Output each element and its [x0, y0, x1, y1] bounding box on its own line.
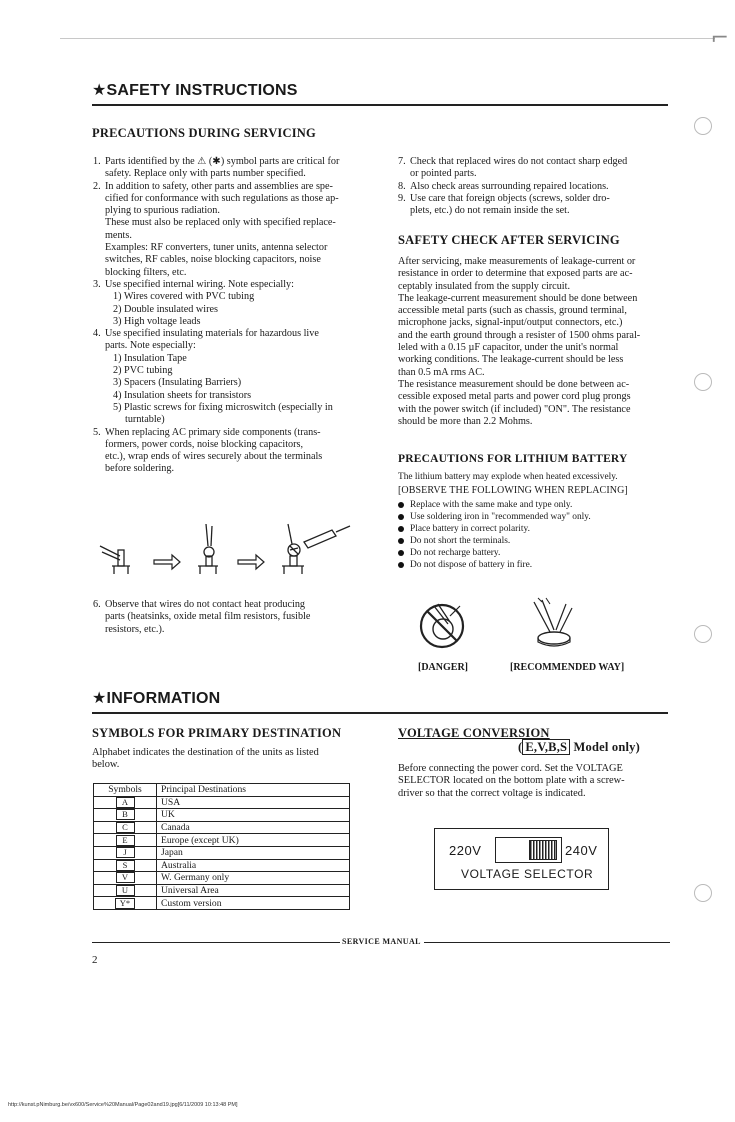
list-item [93, 328, 369, 426]
symbol-cell [94, 884, 157, 897]
sub-item: 2) PVC tubing [113, 365, 173, 377]
symbol-cell [94, 859, 157, 872]
table-row [94, 872, 350, 885]
step3-illustration [282, 524, 350, 574]
bullet-dot-icon [398, 538, 404, 544]
bullet-text: Do not recharge battery. [410, 548, 501, 559]
information-title: ★INFORMATION [92, 690, 221, 707]
list-item [398, 193, 674, 218]
lithium-intro: The lithium battery may explode when heated excessively. [398, 472, 618, 482]
item-line: Parts identified by the ⚠ (✱) symbol parts are critical for [105, 156, 340, 167]
voltage-selector-label: VOLTAGE SELECTOR [461, 867, 594, 881]
symbol-code: A [116, 797, 135, 808]
item-line: plying to spurious radiation. [105, 205, 220, 217]
col-destinations: Principal Destinations [157, 784, 350, 797]
table-row [94, 897, 350, 910]
lithium-bullet [398, 547, 674, 559]
item-line: Use specified insulating materials for hazardous live [105, 328, 319, 340]
item-line: safety. Replace only with parts number specified. [105, 168, 306, 180]
item-number: 5. [93, 426, 101, 438]
item-line: formers, power cords, noise blocking capacitors, [105, 438, 304, 450]
sub-item: 4) Insulation sheets for transistors [113, 389, 252, 401]
binder-hole [694, 117, 712, 135]
bullet-text: Do not dispose of battery in fire. [410, 560, 533, 571]
voltage-models: ( E,V,B,S Model only) [518, 740, 640, 754]
lithium-bullet [398, 511, 674, 523]
arrow-right-icon [238, 555, 264, 569]
destination-cell: Australia [157, 859, 350, 872]
footer-service-manual: SERVICE MANUAL [342, 937, 421, 946]
precaution-item-6 [93, 599, 369, 636]
voltage-selector-panel [434, 828, 609, 890]
list-item [93, 599, 369, 636]
table-row [94, 809, 350, 822]
symbol-cell [94, 821, 157, 834]
list-item [93, 181, 369, 279]
safety-check-line: should be more than 2.2 Mohms. [398, 415, 533, 427]
footer-rule-left [92, 942, 340, 943]
safety-check-line: leled with a 0.15 µF capacitor, under the unit's normal [398, 342, 619, 354]
item-line: before soldering. [105, 463, 175, 475]
symbol-cell [94, 796, 157, 809]
sub-item: 3) High voltage leads [113, 315, 201, 327]
item-number: 1. [93, 156, 101, 167]
item-line: These must also be replaced only with specified replace- [105, 217, 336, 229]
symbol-cell [94, 897, 157, 910]
bullet-dot-icon [398, 502, 404, 508]
item-line: Use care that foreign objects (screws, solder dro- [410, 192, 610, 204]
recommended-way-label: [RECOMMENDED WAY] [510, 662, 625, 673]
item-line: Check that replaced wires do not contact sharp edged [410, 156, 628, 167]
symbol-cell [94, 834, 157, 847]
item-line: parts (heatsinks, oxide metal film resistors, fusible [105, 611, 311, 623]
item-number: 9. [398, 192, 406, 204]
destination-cell: Canada [157, 821, 350, 834]
binder-hole [694, 625, 712, 643]
corner-mark: ⌐ [710, 26, 729, 51]
safety-check-line: microphone jacks, signal-input/output connectors, etc.) [398, 317, 623, 329]
table-row [94, 821, 350, 834]
symbol-code: U [116, 885, 135, 896]
symbols-intro: Alphabet indicates the destination of the units as listed below. [92, 747, 319, 771]
symbol-code: S [116, 860, 135, 871]
safety-check-line: and the earth ground through a resister of 1500 ohms paral- [398, 329, 641, 341]
item-line: parts. Note especially: [105, 340, 196, 352]
bullet-text: Use soldering iron in "recommended way" only. [410, 512, 591, 523]
precautions-list-continued [398, 156, 674, 217]
top-scan-rule [60, 38, 715, 39]
table-row [94, 884, 350, 897]
item-line: Observe that wires do not contact heat producing [105, 599, 306, 610]
page-number: 2 [92, 954, 98, 966]
information-title-rule [92, 712, 668, 714]
symbol-code: C [116, 822, 135, 833]
sub-item: 2) Double insulated wires [113, 303, 218, 315]
voltage-heading: VOLTAGE CONVERSION [398, 726, 550, 740]
danger-label: [DANGER] [418, 662, 468, 673]
item-line: or pointed parts. [410, 168, 477, 180]
binder-hole [694, 373, 712, 391]
destination-table [93, 783, 350, 910]
safety-title: ★SAFETY INSTRUCTIONS [92, 82, 298, 99]
bullet-dot-icon [398, 514, 404, 520]
item-number: 3. [93, 278, 101, 290]
bullet-dot-icon [398, 550, 404, 556]
list-item [93, 279, 369, 328]
step2-illustration [198, 524, 218, 574]
models-box: E,V,B,S [522, 739, 570, 755]
voltage-240-label: 240V [565, 843, 598, 858]
bullet-text: Place battery in correct polarity. [410, 524, 530, 535]
item-line: plets, etc.) do not remain inside the set. [410, 205, 570, 217]
symbol-code: Y* [115, 898, 135, 909]
bullet-text: Replace with the same make and type only. [410, 500, 573, 510]
symbol-cell [94, 846, 157, 859]
step1-illustration [100, 546, 130, 574]
destination-cell: UK [157, 809, 350, 822]
destination-cell: Universal Area [157, 884, 350, 897]
item-line: Also check areas surrounding repaired locations. [410, 180, 609, 192]
table-row [94, 796, 350, 809]
safety-check-line: cessible exposed metal parts and power cord plug prongs [398, 391, 631, 403]
item-line: blocking filters, etc. [105, 266, 187, 278]
wire-wrapping-diagram [92, 520, 362, 580]
lithium-bullet [398, 559, 674, 571]
sub-item: 1) Wires covered with PVC tubing [113, 291, 255, 303]
table-row [94, 834, 350, 847]
symbol-code: B [116, 809, 135, 820]
list-item [93, 427, 369, 476]
symbol-code: E [116, 835, 135, 846]
precautions-heading: PRECAUTIONS DURING SERVICING [92, 126, 316, 140]
table-row [94, 846, 350, 859]
switch-knob[interactable] [529, 840, 557, 860]
list-item [398, 156, 674, 181]
safety-check-heading: SAFETY CHECK AFTER SERVICING [398, 233, 620, 247]
destination-cell: Custom version [157, 897, 350, 910]
symbol-cell [94, 872, 157, 885]
item-number: 8. [398, 180, 406, 192]
destination-cell: Europe (except UK) [157, 834, 350, 847]
table-row [94, 859, 350, 872]
symbols-heading: SYMBOLS FOR PRIMARY DESTINATION [92, 726, 342, 740]
safety-check-line: The resistance measurement should be done between ac- [398, 378, 630, 390]
safety-check-line: working conditions. The leakage-current should be less [398, 354, 624, 366]
voltage-selector-switch[interactable] [495, 837, 562, 863]
safety-check-line: ceptably insulated from the supply circuit. [398, 280, 571, 292]
item-line: switches, RF cables, noise blocking capacitors, noise [105, 254, 321, 266]
safety-check-text [398, 256, 674, 428]
symbol-cell [94, 809, 157, 822]
lithium-bullet [398, 523, 674, 535]
sub-item: 3) Spacers (Insulating Barriers) [113, 377, 242, 389]
item-number: 6. [93, 599, 101, 610]
bullet-dot-icon [398, 562, 404, 568]
bullet-text: Do not short the terminals. [410, 536, 511, 547]
lithium-heading: PRECAUTIONS FOR LITHIUM BATTERY [398, 453, 628, 465]
item-line: In addition to safety, other parts and assemblies are spe- [105, 180, 333, 192]
binder-hole [694, 884, 712, 902]
voltage-text: Before connecting the power cord. Set the VOLTAGE SELECTOR located on the bottom plate with a screw- driver so that the correct voltage is indicated. [398, 763, 625, 799]
sub-item: 5) Plastic screws for fixing microswitch (especially in [113, 401, 333, 413]
list-item [93, 156, 369, 181]
danger-illustration [412, 596, 474, 652]
sub-item: 1) Insulation Tape [113, 352, 187, 364]
safety-check-line: The leakage-current measurement should be done between [398, 292, 638, 304]
safety-check-line: resistance in order to determine that exposed parts are ac- [398, 268, 633, 280]
item-line: When replacing AC primary side components (trans- [105, 426, 321, 438]
list-item [398, 181, 674, 193]
safety-title-rule [92, 104, 668, 106]
source-url: http://kunst.pNimburg.be/vx600/Service%20Manual/Page02and19.jpg[6/11/2009 10:13:48 PM] [8, 1102, 238, 1108]
item-number: 4. [93, 328, 101, 340]
symbol-code: V [116, 872, 135, 883]
footer-rule-right [424, 942, 670, 943]
destination-cell: W. Germany only [157, 872, 350, 885]
item-number: 2. [93, 180, 101, 192]
item-line: cified for conformance with such regulations as those ap- [105, 192, 339, 204]
item-line: ments. [105, 229, 132, 241]
recommended-way-illustration [520, 596, 592, 652]
item-number: 7. [398, 156, 406, 167]
arrow-right-icon [154, 555, 180, 569]
voltage-220-label: 220V [449, 843, 482, 858]
symbol-code: J [116, 847, 135, 858]
lithium-bullet [398, 499, 674, 511]
destination-cell: USA [157, 796, 350, 809]
destination-cell: Japan [157, 846, 350, 859]
bullet-dot-icon [398, 526, 404, 532]
item-line: Examples: RF converters, tuner units, antenna selector [105, 242, 328, 254]
safety-check-line: After servicing, make measurements of leakage-current or [398, 256, 636, 267]
precautions-list [93, 156, 369, 476]
lithium-observe: [OBSERVE THE FOLLOWING WHEN REPLACING] [398, 485, 628, 496]
lithium-bullets [398, 499, 674, 572]
lithium-bullet [398, 535, 674, 547]
safety-check-line: than 0.5 mA rms AC. [398, 366, 485, 378]
sub-item-continued: turntable) [125, 414, 165, 426]
safety-check-line: accessible metal parts (such as chassis, ground terminal, [398, 305, 627, 317]
item-line: Use specified internal wiring. Note especially: [105, 278, 294, 290]
safety-check-line: with the power switch (if included) "ON". The resistance [398, 403, 631, 415]
table-header-row [94, 784, 350, 797]
item-line: resistors, etc.). [105, 623, 165, 635]
item-line: etc.), wrap ends of wires securely about the terminals [105, 451, 323, 463]
col-symbols: Symbols [94, 784, 157, 797]
